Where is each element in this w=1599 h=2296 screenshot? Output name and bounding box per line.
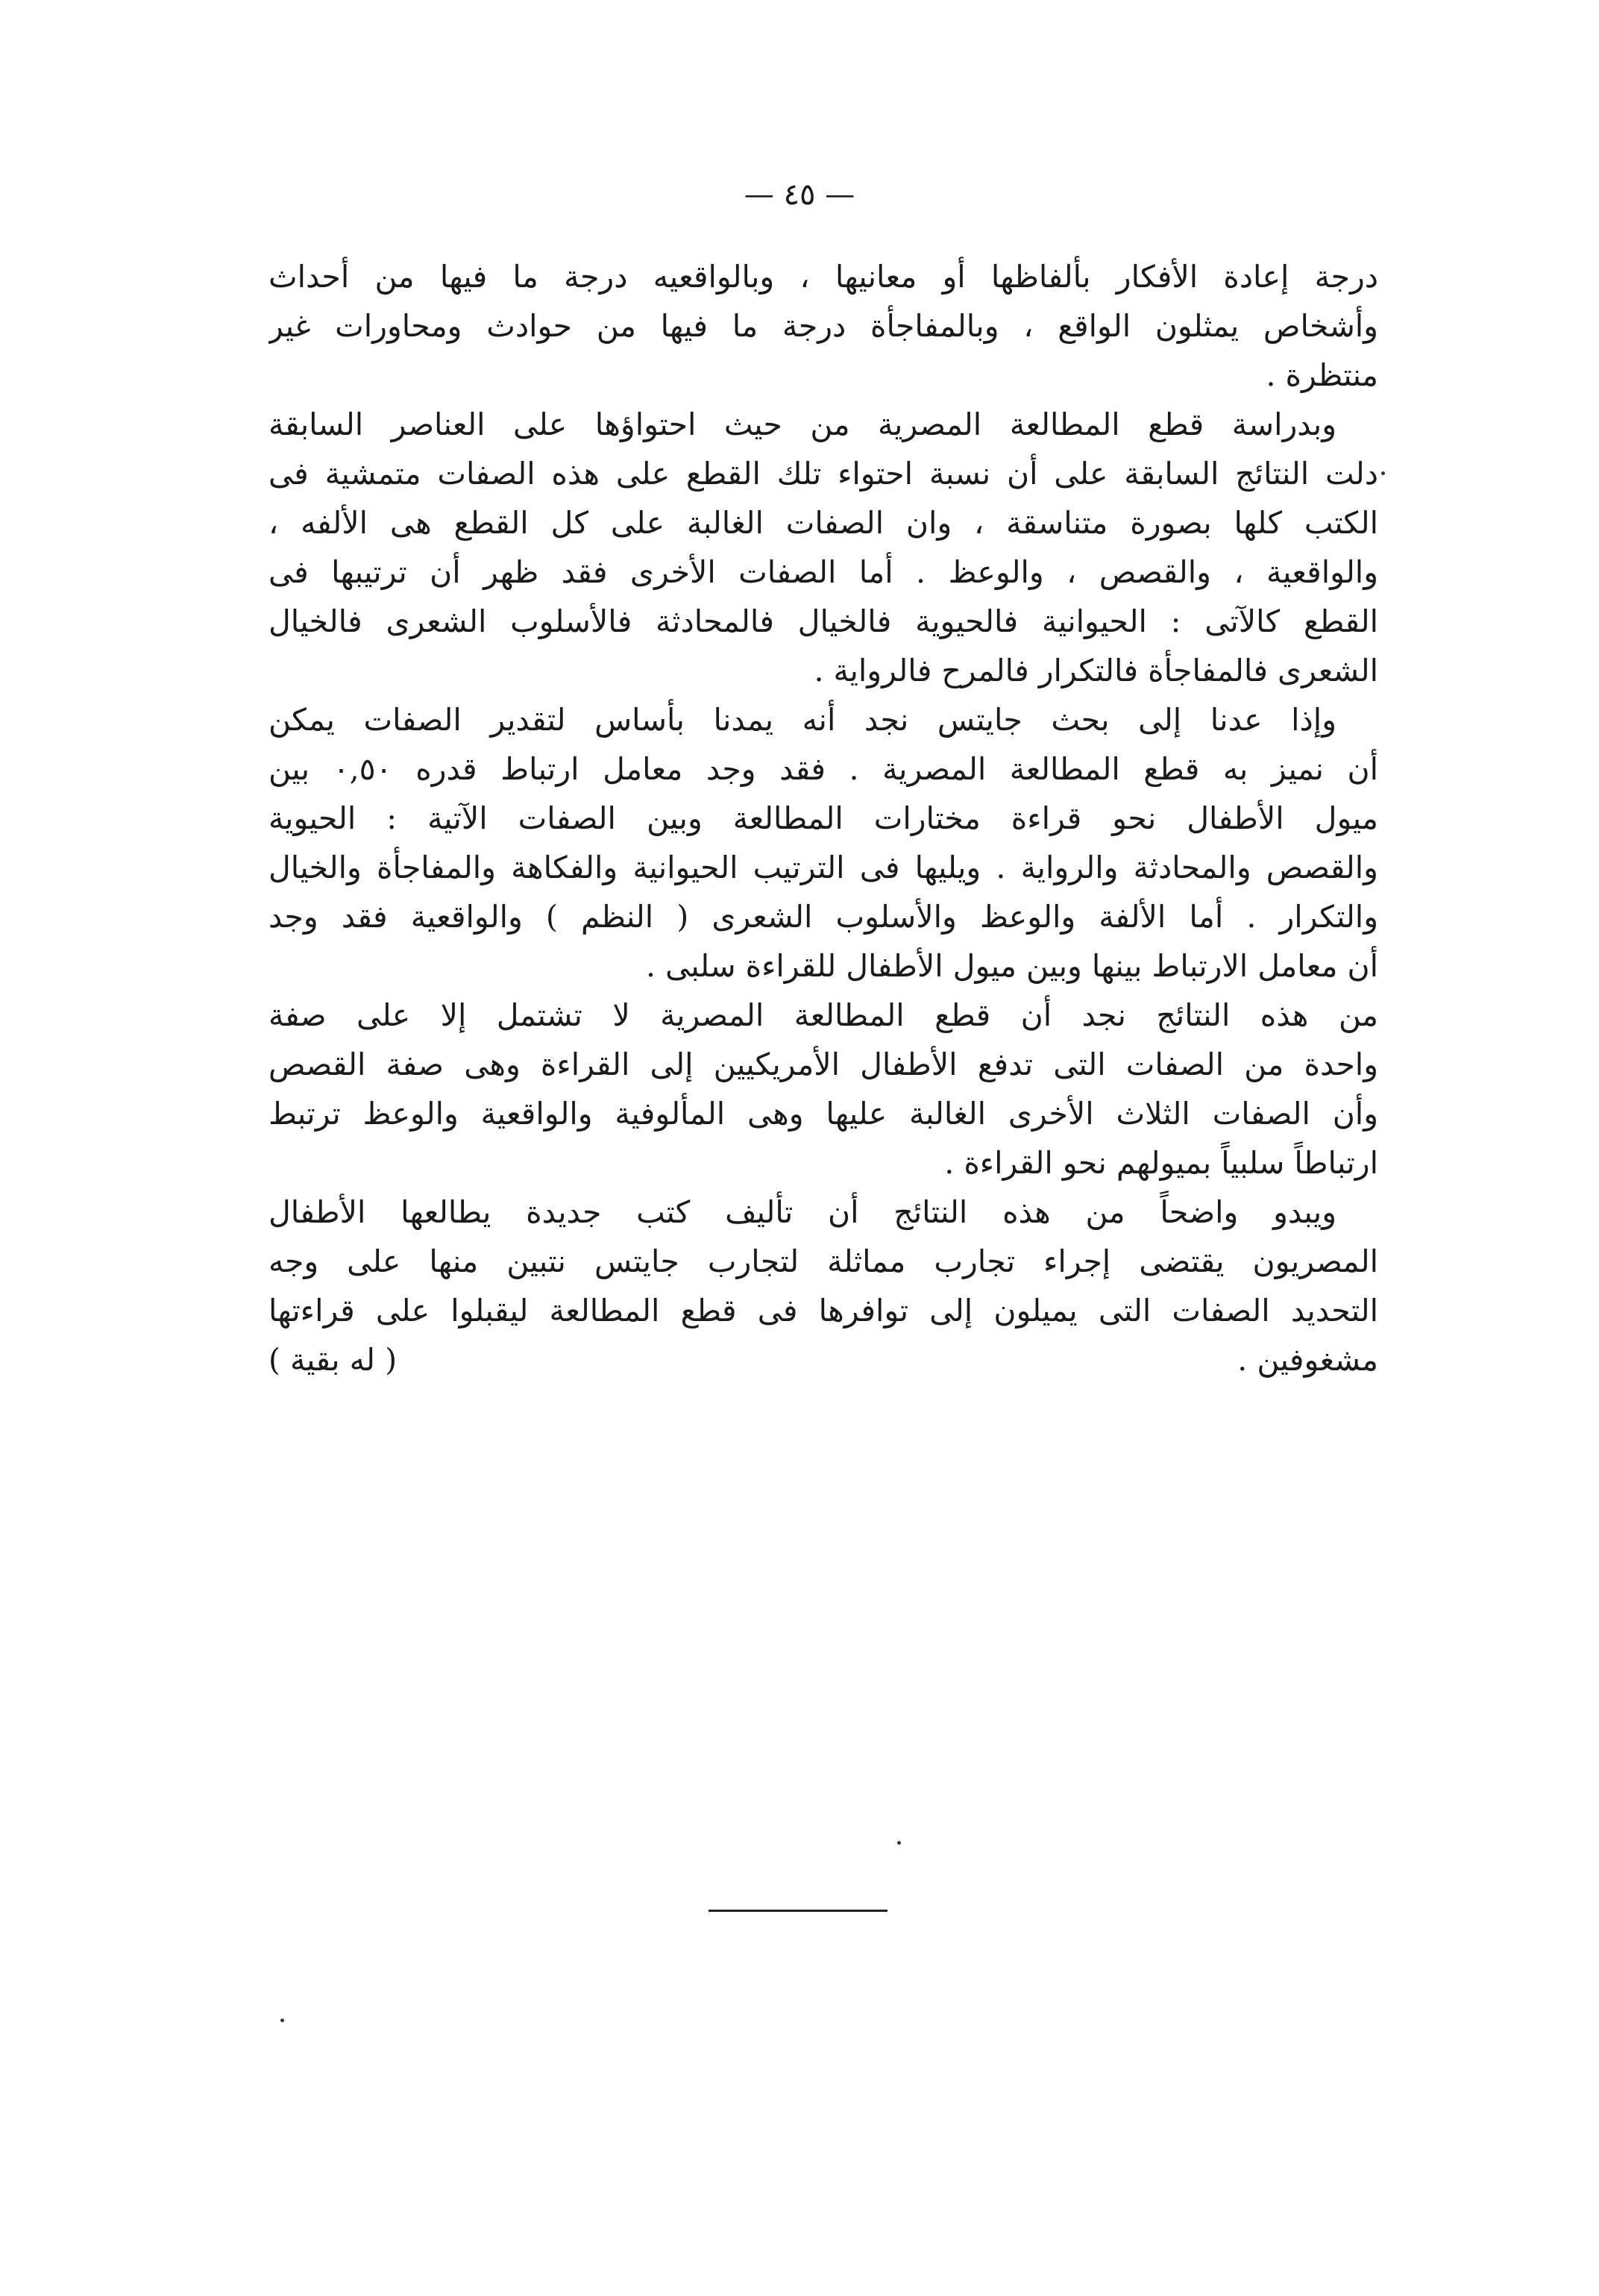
text-line: دلت النتائج السابقة على أن نسبة احتواء تلك القطع على هذه الصفات متمشية فى (268, 456, 1378, 492)
paragraph-3 (268, 695, 1378, 991)
text-line: ويبدو واضحاً من هذه النتائج أن تأليف كتب جديدة يطالعها الأطفال (268, 1194, 1336, 1230)
text-line: ميول الأطفال نحو قراءة مختارات المطالعة وبين الصفات الآتية : الحيوية (268, 800, 1378, 836)
page-number: — ٤٥ — (744, 178, 855, 212)
text-line: القطع كالآتى : الحيوانية فالحيوية فالخيال فالمحادثة فالأسلوب الشعرى فالخيال (268, 603, 1378, 639)
scan-speck (1381, 471, 1385, 475)
article-body (268, 252, 1378, 1384)
text-line: وأشخاص يمثلون الواقع ، وبالمفاجأة درجة ما فيها من حوادث ومحاورات غير (268, 308, 1378, 344)
paragraph-2 (268, 400, 1378, 695)
text-line: ارتباطاً سلبياً بميولهم نحو القراءة . (944, 1145, 1378, 1181)
text-line: أن معامل الارتباط بينها وبين ميول الأطفال للقراءة سلبى . (646, 948, 1378, 984)
text-line: الشعرى فالمفاجأة فالتكرار فالمرح فالرواية . (814, 653, 1378, 689)
text-line: وإذا عدنا إلى بحث جايتس نجد أنه يمدنا بأساس لتقدير الصفات يمكن (268, 702, 1336, 738)
text-line: وبدراسة قطع المطالعة المصرية من حيث احتواؤها على العناصر السابقة (268, 407, 1336, 442)
scan-speck (280, 2019, 284, 2022)
continuation-note: ( له بقية ) (268, 1342, 398, 1378)
scan-speck (897, 1841, 901, 1845)
text-line: درجة إعادة الأفكار بألفاظها أو معانيها ، وبالواقعيه درجة ما فيها من أحداث (268, 259, 1378, 295)
paragraph-1 (268, 252, 1378, 400)
text-line: وأن الصفات الثلاث الأخرى الغالبة عليها وهى المألوفية والواقعية والوعظ ترتبط (268, 1096, 1378, 1132)
text-line: مشغوفين . (1237, 1342, 1378, 1378)
text-line: التحديد الصفات التى يميلون إلى توافرها فى قطع المطالعة ليقبلوا على قراءتها (268, 1293, 1378, 1329)
paragraph-4 (268, 991, 1378, 1188)
text-line: واحدة من الصفات التى تدفع الأطفال الأمريكيين إلى القراءة وهى صفة القصص (268, 1047, 1378, 1082)
paragraph-5 (268, 1188, 1378, 1384)
text-line: والواقعية ، والقصص ، والوعظ . أما الصفات الأخرى فقد ظهر أن ترتيبها فى (268, 554, 1378, 590)
text-line: منتظرة . (1266, 357, 1378, 393)
text-line-with-note (268, 1335, 1378, 1384)
text-line: من هذه النتائج نجد أن قطع المطالعة المصرية لا تشتمل إلا على صفة (268, 997, 1378, 1033)
text-line: المصريون يقتضى إجراء تجارب مماثلة لتجارب جايتس نتبين منها على وجه (268, 1243, 1378, 1279)
text-line: والقصص والمحادثة والرواية . ويليها فى الترتيب الحيوانية والفكاهة والمفاجأة والخيال (268, 850, 1378, 885)
text-line: الكتب كلها بصورة متناسقة ، وان الصفات الغالبة على كل القطع هى الألفه ، (268, 505, 1378, 541)
section-end-rule (709, 1910, 888, 1912)
text-line: أن نميز به قطع المطالعة المصرية . فقد وجد معامل ارتباط قدره ٠,٥٠ بين (268, 751, 1378, 787)
text-line: والتكرار . أما الألفة والوعظ والأسلوب الشعرى ( النظم ) والواقعية فقد وجد (268, 899, 1378, 935)
